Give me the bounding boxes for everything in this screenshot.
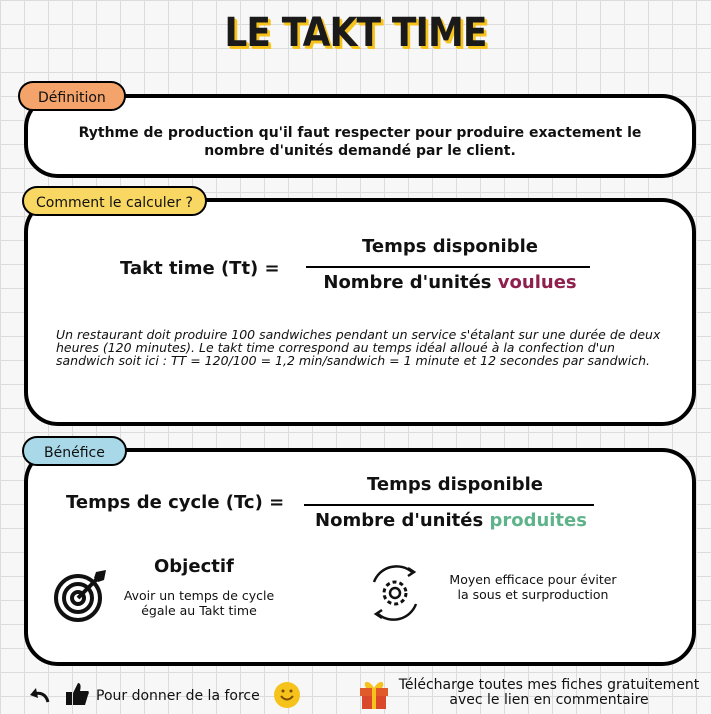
example-text: Un restaurant doit produire 100 sandwiches pendant un service s'étalant sur une durée de deux heures (120 minutes). Le takt time correspond au temps idéal alloué à la confection d'un sandwich soit ici : TT = 120/100 = 1,2 min/sandwich = 1 minute et 12 secondes par sandwich. xyxy=(56,327,661,368)
footer-right-text: Télécharge toutes mes fiches gratuitement avec le lien en commentaire xyxy=(398,677,700,708)
target-icon xyxy=(52,566,110,628)
takt-denominator-accent: voulues xyxy=(497,272,577,293)
benefit-tag: Bénéfice xyxy=(22,436,127,466)
moyen-text: Moyen efficace pour éviter la sous et surproduction xyxy=(449,572,617,602)
page-title: LE TAKT TIME xyxy=(224,10,487,56)
smiley-icon xyxy=(273,681,301,713)
definition-tag: Définition xyxy=(18,81,126,111)
cycle-denominator-text: Nombre d'unités xyxy=(315,510,490,531)
cycle-numerator: Temps disponible xyxy=(367,474,543,495)
cycle-denominator-accent: produites xyxy=(489,510,587,531)
takt-numerator: Temps disponible xyxy=(362,236,538,257)
calculation-card xyxy=(24,198,696,426)
footer-left-text: Pour donner de la force xyxy=(96,688,260,704)
cycle-formula-label: Temps de cycle (Tc) = xyxy=(66,492,285,513)
thumbs-up-icon[interactable] xyxy=(64,681,90,711)
objectif-text: Avoir un temps de cycle égale au Takt time xyxy=(123,588,275,618)
benefit-card xyxy=(24,448,696,666)
takt-formula-label: Takt time (Tt) = xyxy=(120,258,280,279)
definition-card xyxy=(24,94,696,178)
cycle-fraction-line xyxy=(304,504,594,506)
gear-cycle-icon xyxy=(364,562,426,628)
back-arrow-icon[interactable] xyxy=(28,686,52,710)
objectif-title: Objectif xyxy=(154,556,234,577)
takt-fraction-line xyxy=(306,266,590,268)
takt-denominator-text: Nombre d'unités xyxy=(323,272,498,293)
takt-denominator xyxy=(310,272,590,293)
cycle-denominator xyxy=(306,510,596,531)
definition-text: Rythme de production qu'il faut respecter pour produire exactement le nombre d'unités demandé par le client. xyxy=(78,125,642,159)
calculation-tag: Comment le calculer ? xyxy=(22,186,207,216)
gift-icon xyxy=(358,676,390,714)
